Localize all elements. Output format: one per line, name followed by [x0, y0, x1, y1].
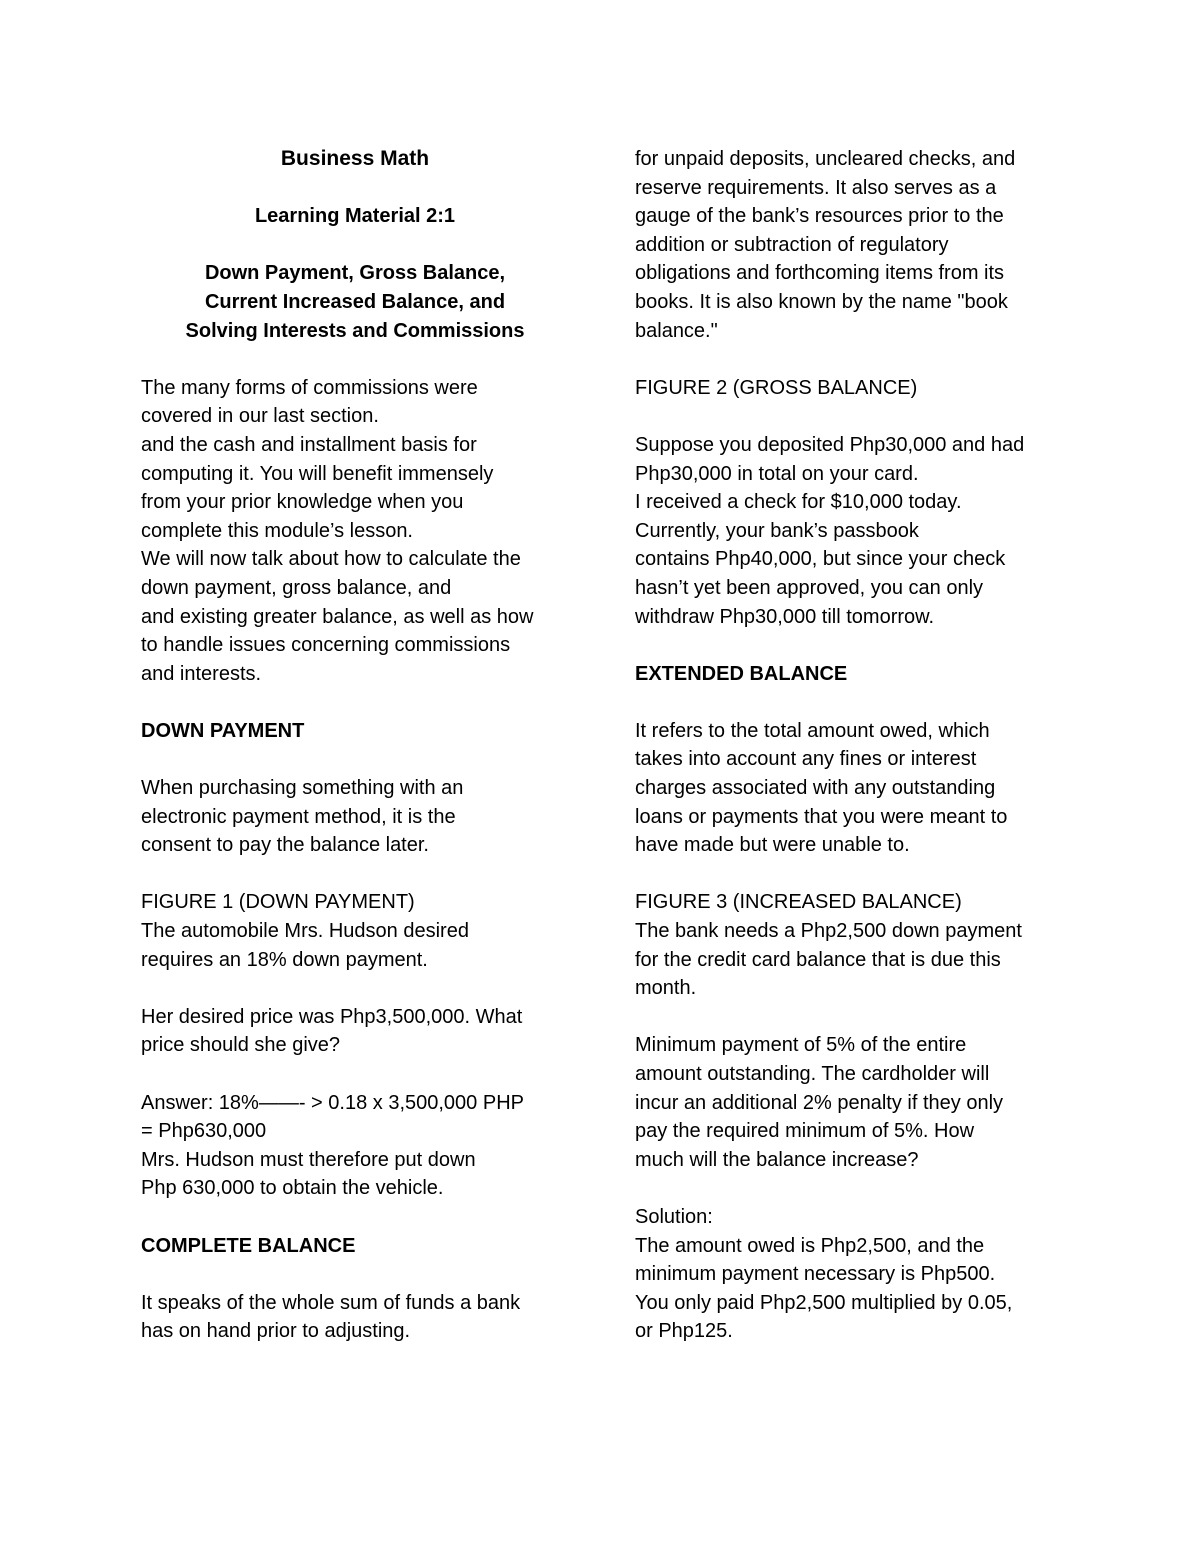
figure-3-solution: [635, 1203, 1065, 1346]
solution-line: minimum payment necessary is Php500.: [635, 1263, 996, 1286]
continued-line: obligations and forthcoming items from its: [635, 262, 1005, 285]
intro-line: and the cash and installment basis for: [141, 433, 477, 456]
continued-line: for unpaid deposits, uncleared checks, and: [635, 148, 1016, 170]
solution-line: or Php125.: [635, 1320, 733, 1343]
lesson-heading-line: Solving Interests and Commissions: [185, 319, 525, 342]
intro-line: to handle issues concerning commissions: [141, 634, 511, 657]
lesson-heading: [141, 259, 569, 345]
answer-line: Mrs. Hudson must therefore put down: [141, 1148, 476, 1171]
complete-balance-definition: [141, 1289, 569, 1346]
figure-2-example: [635, 431, 1065, 631]
extended-balance-heading: EXTENDED BALANCE: [635, 662, 848, 685]
document-title: Business Math: [280, 147, 430, 170]
figure-line: The bank needs a Php2,500 down payment: [635, 920, 1022, 943]
problem-line: Minimum payment of 5% of the entire: [635, 1034, 967, 1057]
figure-line: for the credit card balance that is due this: [635, 948, 1001, 971]
intro-paragraph: [141, 374, 569, 689]
solution-line: The amount owed is Php2,500, and the: [635, 1234, 985, 1257]
left-column: [141, 145, 569, 1346]
problem-line: amount outstanding. The cardholder will: [635, 1063, 990, 1085]
definition-line: electronic payment method, it is the: [141, 805, 456, 828]
definition-line: has on hand prior to adjusting.: [141, 1320, 411, 1343]
figure-3-problem: [635, 1031, 1065, 1174]
continued-line: addition or subtraction of regulatory: [635, 233, 949, 256]
complete-balance-continued: [635, 145, 1065, 345]
definition-line: consent to pay the balance later.: [141, 834, 429, 857]
definition-line: When purchasing something with an: [141, 777, 464, 800]
figure-line: month.: [635, 977, 697, 1000]
example-line: Suppose you deposited Php30,000 and had: [635, 433, 1025, 456]
continued-line: balance.": [635, 319, 718, 342]
example-line: contains Php40,000, but since your check: [635, 548, 1006, 571]
problem-line: pay the required minimum of 5%. How: [635, 1120, 975, 1143]
down-payment-heading: DOWN PAYMENT: [141, 719, 305, 742]
figure-1-label: FIGURE 1 (DOWN PAYMENT): [141, 891, 415, 914]
definition-line: charges associated with any outstanding: [635, 777, 996, 800]
example-line: I received a check for $10,000 today.: [635, 491, 962, 514]
continued-line: books. It is also known by the name "book: [635, 290, 1008, 313]
figure-3-block: [635, 888, 1065, 1002]
example-line: Php30,000 in total on your card.: [635, 462, 919, 485]
continued-line: gauge of the bank’s resources prior to the: [635, 205, 1004, 228]
lesson-heading-line: Down Payment, Gross Balance,: [204, 262, 506, 285]
intro-line: down payment, gross balance, and: [141, 576, 452, 599]
complete-balance-heading: COMPLETE BALANCE: [141, 1234, 356, 1257]
example-line: hasn’t yet been approved, you can only: [635, 576, 984, 599]
figure-1-block: [141, 888, 569, 974]
definition-line: It refers to the total amount owed, which: [635, 719, 990, 742]
figure-3-label: FIGURE 3 (INCREASED BALANCE): [635, 891, 962, 914]
definition-line: takes into account any fines or interest: [635, 748, 977, 771]
example-line: withdraw Php30,000 till tomorrow.: [635, 605, 935, 628]
lesson-heading-line: Current Increased Balance, and: [204, 290, 506, 313]
solution-line: You only paid Php2,500 multiplied by 0.05,: [635, 1291, 1013, 1314]
problem-line: incur an additional 2% penalty if they only: [635, 1091, 1004, 1114]
figure-1-answer: [141, 1089, 569, 1203]
intro-line: and interests.: [141, 662, 262, 685]
intro-line: from your prior knowledge when you: [141, 491, 464, 514]
solution-label: Solution:: [635, 1205, 713, 1228]
definition-line: have made but were unable to.: [635, 834, 910, 857]
extended-balance-definition: [635, 717, 1065, 860]
figure-2-label: FIGURE 2 (GROSS BALANCE): [635, 376, 918, 399]
document-subtitle: Learning Material 2:1: [254, 205, 456, 228]
figure-1-question: [141, 1003, 569, 1060]
answer-line: = Php630,000: [141, 1120, 267, 1143]
continued-line: reserve requirements. It also serves as a: [635, 176, 997, 199]
problem-line: much will the balance increase?: [635, 1148, 919, 1171]
question-line: Her desired price was Php3,500,000. What: [141, 1005, 523, 1028]
intro-line: and existing greater balance, as well as how: [141, 605, 534, 628]
answer-line: Php 630,000 to obtain the vehicle.: [141, 1177, 444, 1200]
intro-line: covered in our last section.: [141, 405, 379, 428]
definition-line: It speaks of the whole sum of funds a bank: [141, 1291, 521, 1314]
intro-line: complete this module’s lesson.: [141, 519, 413, 542]
example-line: Currently, your bank’s passbook: [635, 519, 919, 542]
intro-line: computing it. You will benefit immensely: [141, 462, 494, 485]
answer-line: Answer: 18%——- > 0.18 x 3,500,000 PHP: [141, 1091, 524, 1114]
definition-line: loans or payments that you were meant to: [635, 805, 1008, 828]
right-column: [635, 145, 1065, 1346]
figure-line: The automobile Mrs. Hudson desired: [141, 920, 469, 943]
question-line: price should she give?: [141, 1034, 341, 1057]
intro-line: We will now talk about how to calculate the: [141, 548, 521, 571]
figure-line: requires an 18% down payment.: [141, 948, 428, 971]
intro-line: The many forms of commissions were: [141, 376, 478, 399]
down-payment-definition: [141, 774, 569, 860]
